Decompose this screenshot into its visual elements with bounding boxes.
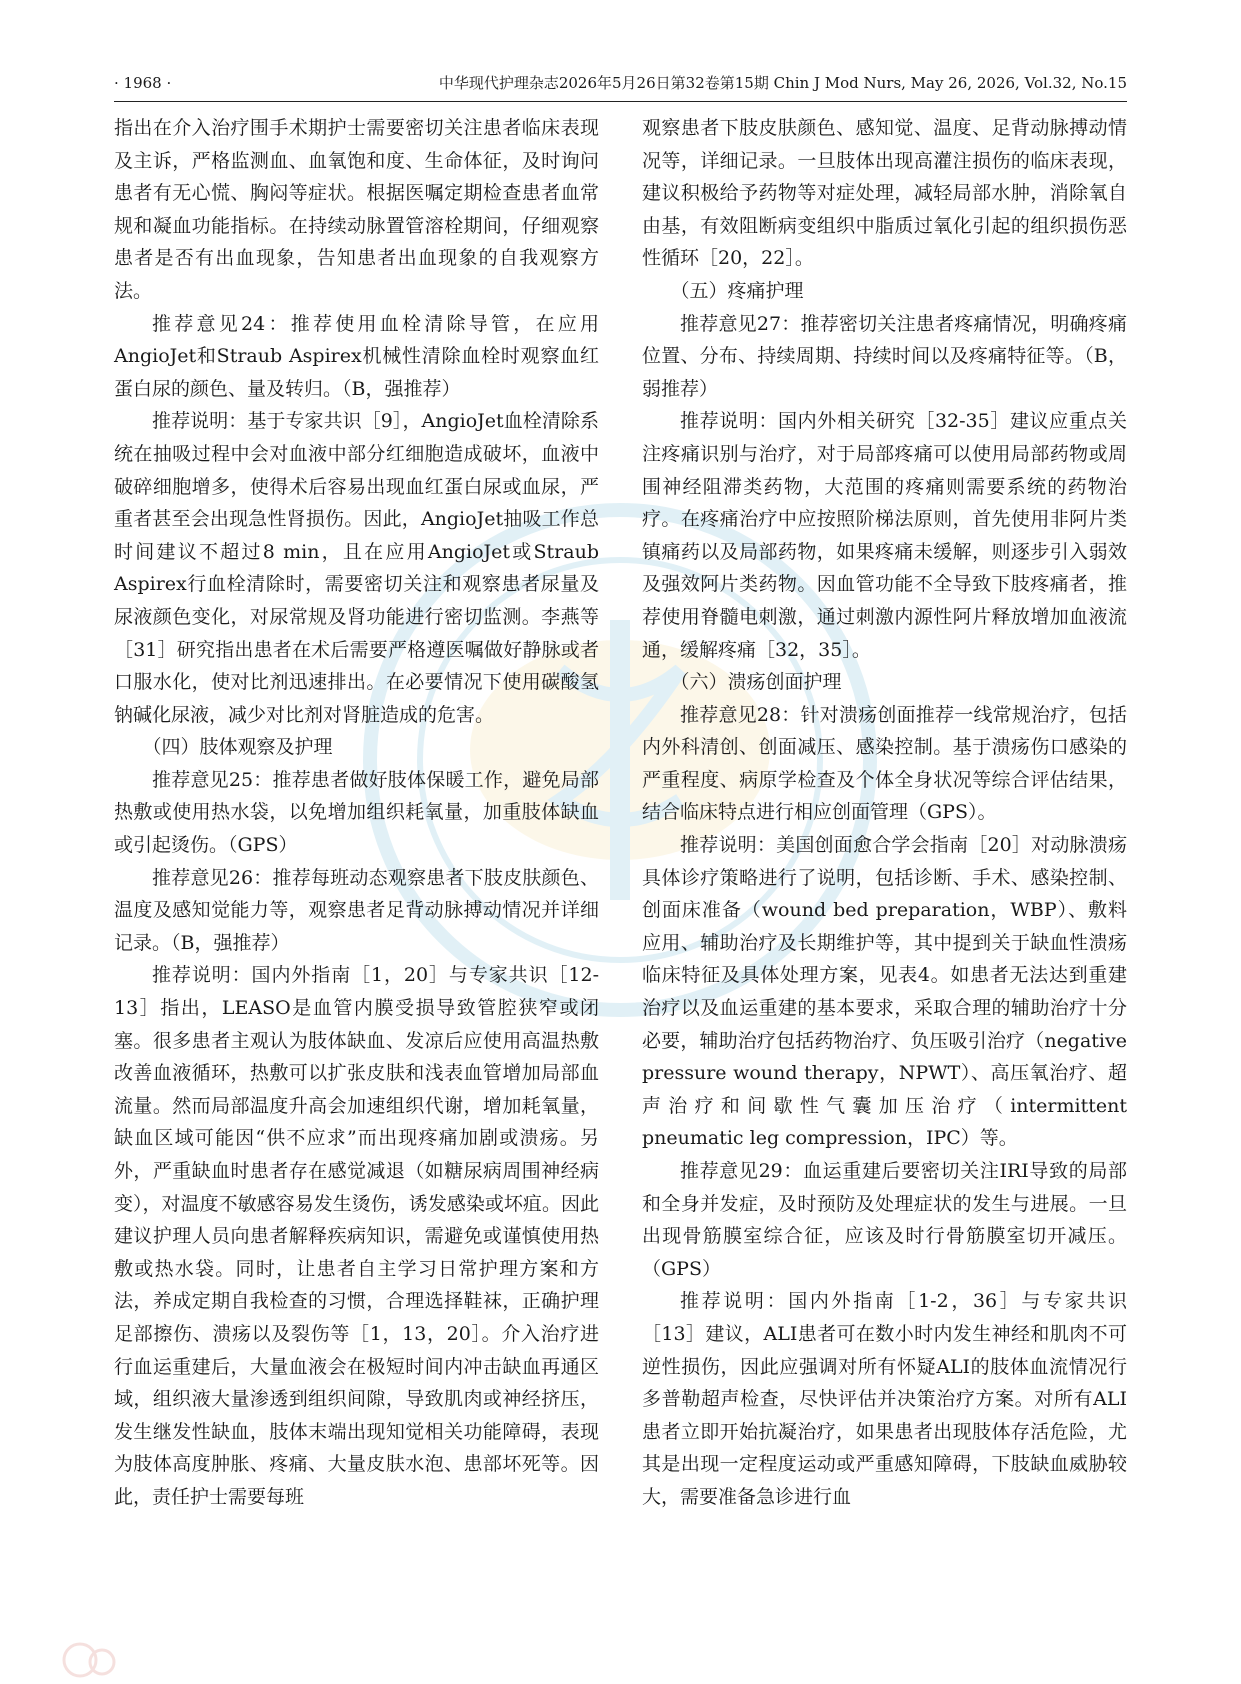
paragraph: 观察患者下肢皮肤颜色、感知觉、温度、足背动脉搏动情况等，详细记录。一旦肢体出现高灌注损伤的临床表现，建议积极给予药物等对症处理，减轻局部水肿，消除氧自由基，有效阻断病变组织中脂质过氧化引起的组织损伤恶性循环［20，22］。	[642, 117, 1127, 270]
paragraph: 推荐意见26：推荐每班动态观察患者下肢皮肤颜色、温度及感知觉能力等，观察患者足背动脉搏动情况并详细记录。（B，强推荐）	[114, 866, 599, 954]
paragraph: 推荐意见29：血运重建后要密切关注IRI导致的局部和全身并发症，及时预防及处理症状的发生与进展。一旦出现骨筋膜室综合征，应该及时行骨筋膜室切开减压。（GPS）	[642, 1160, 1127, 1280]
paragraph: 指出在介入治疗围手术期护士需要密切关注患者临床表现及主诉，严格监测血、血氧饱和度、生命体征，及时询问患者有无心慌、胸闷等症状。根据医嘱定期检查患者血常规和凝血功能指标。在持续动脉置管溶栓期间，仔细观察患者是否有出血现象，告知患者出血现象的自我观察方法。	[114, 117, 599, 302]
paragraph: 推荐说明：美国创面愈合学会指南［20］对动脉溃疡具体诊疗策略进行了说明，包括诊断、手术、感染控制、创面床准备（wound bed preparation，WBP）、敷料应用、辅助治疗及长期维护等，其中提到关于缺血性溃疡临床特征及具体处理方案，见表4。如患者无法达到重建治疗以及血运重建的基本要求，采取合理的辅助治疗十分必要，辅助治疗包括药物治疗、负压吸引治疗（negative pressure wound therapy，NPWT）、高压氧治疗、超声治疗和间歇性气囊加压治疗（intermittent pneumatic leg compression，IPC）等。	[642, 834, 1127, 1150]
right-column	[642, 112, 1127, 1514]
paragraph: 推荐意见25：推荐患者做好肢体保暖工作，避免局部热敷或使用热水袋，以免增加组织耗氧量，加重肢体缺血或引起烫伤。（GPS）	[114, 768, 599, 857]
section-heading: （四）肢体观察及护理	[142, 736, 333, 759]
page-number: · 1968 ·	[114, 74, 172, 92]
paragraph: 推荐说明：基于专家共识［9］，AngioJet血栓清除系统在抽吸过程中会对血液中部分红细胞造成破坏，血液中破碎细胞增多，使得术后容易出现血红蛋白尿或血尿，严重者甚至会出现急性肾损伤。因此，AngioJet抽吸工作总时间建议不超过8 min，且在应用AngioJet或Straub Aspirex行血栓清除时，需要密切关注和观察患者尿量及尿液颜色变化，对尿常规及肾功能进行密切监测。李燕等［31］研究指出患者在术后需要严格遵医嘱做好静脉或者口服水化，使对比剂迅速排出。在必要情况下使用碳酸氢钠碱化尿液，减少对比剂对肾脏造成的危害。	[114, 410, 599, 726]
paragraph: 推荐说明：国内外相关研究［32-35］建议应重点关注疼痛识别与治疗，对于局部疼痛可以使用局部药物或周围神经阻滞类药物，大范围的疼痛则需要系统的药物治疗。在疼痛治疗中应按照阶梯法原则，首先使用非阿片类镇痛药以及局部药物，如果疼痛未缓解，则逐步引入弱效及强效阿片类药物。因血管功能不全导致下肢疼痛者，推荐使用脊髓电刺激，通过刺激内源性阿片释放增加血液流通，缓解疼痛［32，35］。	[642, 410, 1127, 661]
paragraph: 推荐意见28：针对溃疡创面推荐一线常规治疗，包括内外科清创、创面减压、感染控制。基于溃疡伤口感染的严重程度、病原学检查及个体全身状况等综合评估结果，结合临床特点进行相应创面管理（GPS）。	[642, 703, 1127, 824]
paragraph: 推荐意见27：推荐密切关注患者疼痛情况，明确疼痛位置、分布、持续周期、持续时间以及疼痛特征等。（B，弱推荐）	[642, 312, 1127, 400]
running-header	[114, 70, 1127, 96]
paragraph: 推荐说明：国内外指南［1，20］与专家共识［12-13］指出，LEASO是血管内膜受损导致管腔狭窄或闭塞。很多患者主观认为肢体缺血、发凉后应使用高温热敷改善血液循环，热敷可以扩张皮肤和浅表血管增加局部血流量。然而局部温度升高会加速组织代谢，增加耗氧量，缺血区域可能因“供不应求”而出现疼痛加剧或溃疡。另外，严重缺血时患者存在感觉减退（如糖尿病周围神经病变），对温度不敏感容易发生烫伤，诱发感染或坏疽。因此建议护理人员向患者解释疾病知识，需避免或谨慎使用热敷或热水袋。同时，让患者自主学习日常护理方案和方法，养成定期自我检查的习惯，合理选择鞋袜，正确护理足部擦伤、溃疡以及裂伤等［1，13，20］。介入治疗进行血运重建后，大量血液会在极短时间内冲击缺血再通区域，组织液大量渗透到组织间隙，导致肌肉或神经挤压，发生继发性缺血，肢体末端出现知觉相关功能障碍，表现为肢体高度肿胀、疼痛、大量皮肤水泡、患部坏死等。因此，责任护士需要每班	[114, 964, 599, 1508]
header-rule	[114, 101, 1127, 102]
paragraph: 推荐说明：国内外指南［1-2，36］与专家共识［13］建议，ALI患者可在数小时内发生神经和肌肉不可逆性损伤，因此应强调对所有怀疑ALI的肢体血流情况行多普勒超声检查，尽快评估并决策治疗方案。对所有ALI患者立即开始抗凝治疗，如果患者出现肢体存活危险，尤其是出现一定程度运动或严重感知障碍，下肢缺血威胁较大，需要准备急诊进行血	[642, 1290, 1127, 1508]
corner-stamp-icon	[60, 1640, 120, 1680]
section-heading: （五）疼痛护理	[670, 279, 804, 302]
paragraph: 推荐意见24：推荐使用血栓清除导管，在应用AngioJet和Straub Aspirex机械性清除血栓时观察血红蛋白尿的颜色、量及转归。（B，强推荐）	[114, 312, 599, 400]
journal-info: 中华现代护理杂志2026年5月26日第32卷第15期 Chin J Mod Nurs, May 26, 2026, Vol.32, No.15	[438, 74, 1127, 92]
left-column	[114, 112, 599, 1514]
section-heading: （六）溃疡创面护理	[670, 671, 842, 694]
